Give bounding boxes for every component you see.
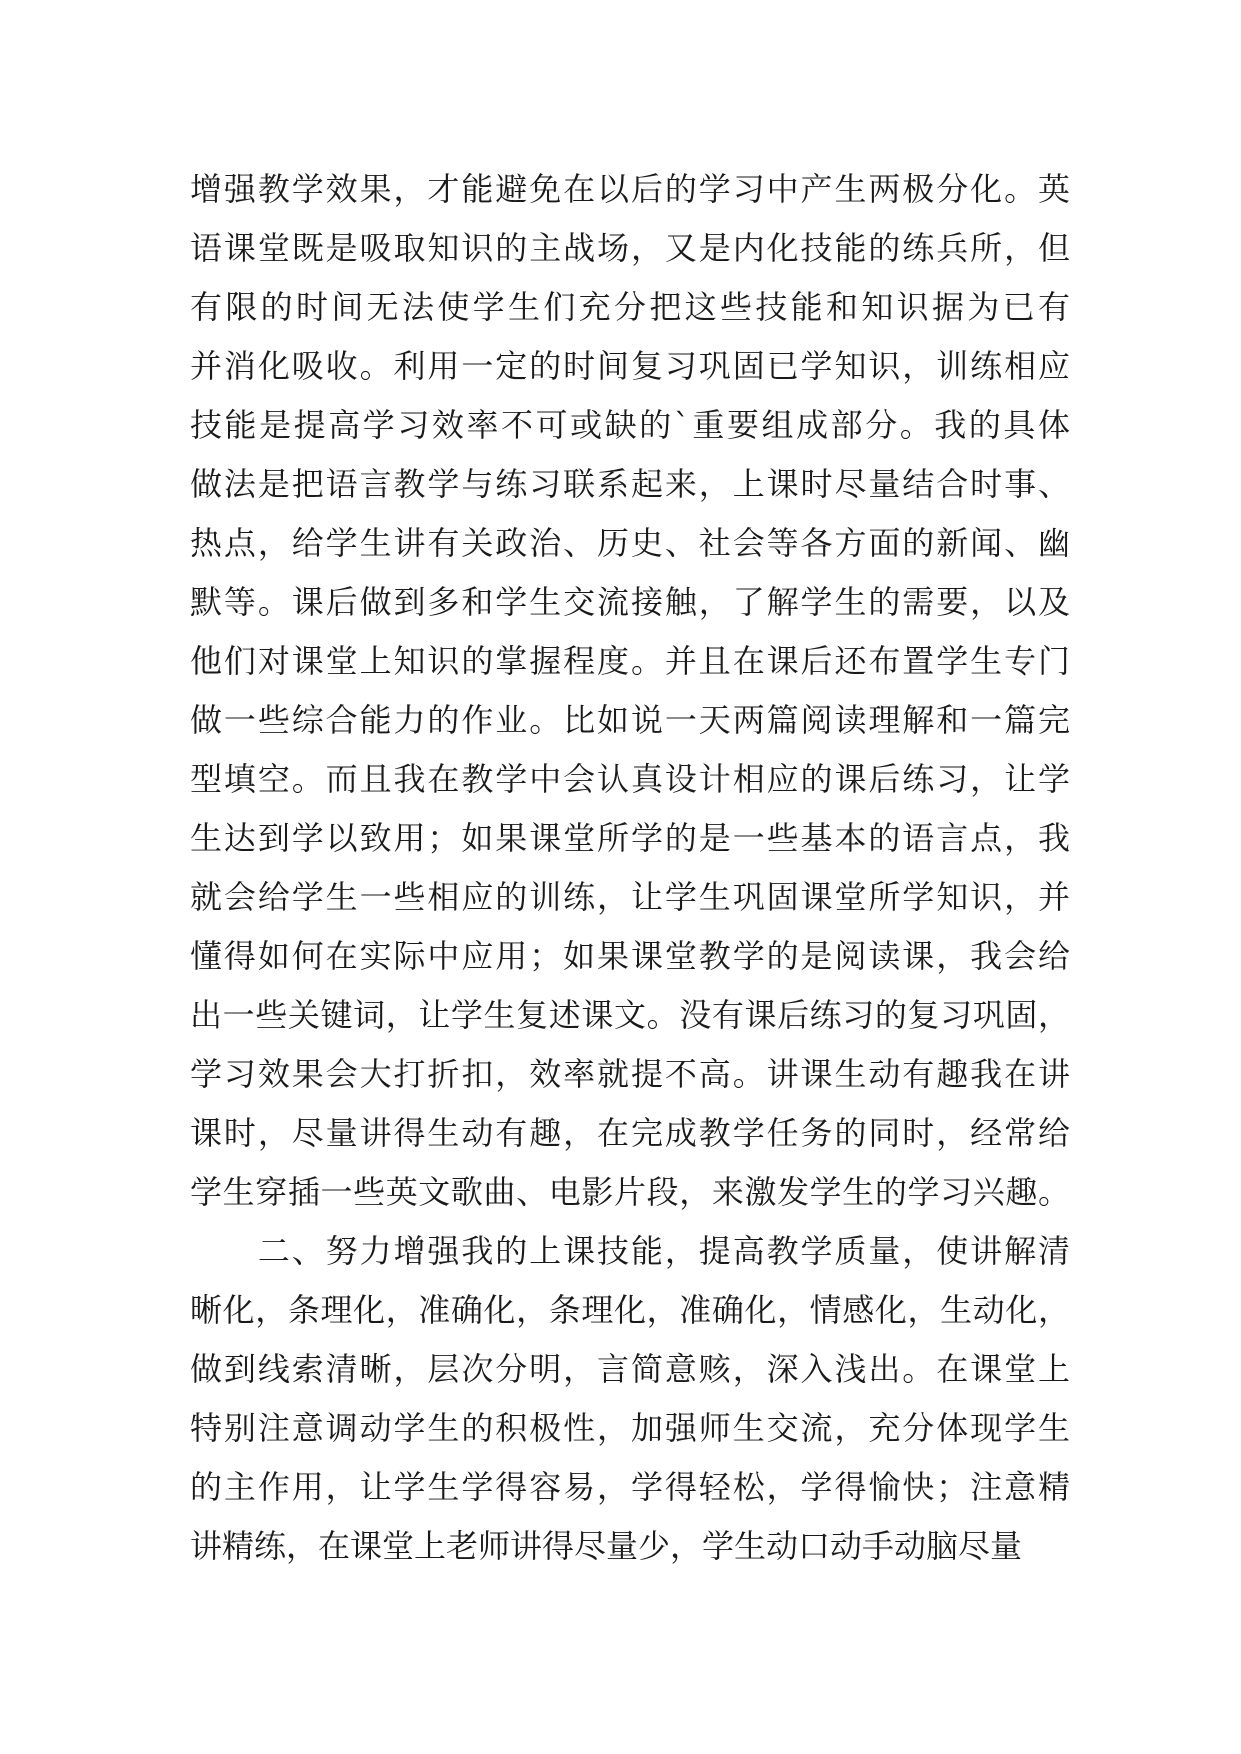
text-line: 学习效果会大打折扣，效率就提不高。讲课生动有趣我在讲 (190, 1055, 1070, 1093)
text-line: 他们对课堂上知识的掌握程度。并且在课后还布置学生专门 (190, 642, 1070, 680)
text-line: 型填空。而且我在教学中会认真设计相应的课后练习，让学 (190, 760, 1070, 798)
text-line: 做到线索清晰，层次分明，言简意赅，深入浅出。在课堂上 (190, 1350, 1070, 1388)
text-line: 学生穿插一些英文歌曲、电影片段，来激发学生的学习兴趣。 (190, 1173, 1070, 1211)
text-line: 默等。课后做到多和学生交流接触，了解学生的需要，以及 (190, 583, 1070, 621)
text-line: 技能是提高学习效率不可或缺的`重要组成部分。我的具体 (190, 406, 1070, 444)
text-line: 热点，给学生讲有关政治、历史、社会等各方面的新闻、幽 (190, 524, 1070, 562)
text-line: 的主作用，让学生学得容易，学得轻松，学得愉快；注意精 (190, 1468, 1070, 1506)
body-text (190, 160, 1070, 1576)
text-line: 出一些关键词，让学生复述课文。没有课后练习的复习巩固， (190, 996, 1070, 1034)
text-line: 就会给学生一些相应的训练，让学生巩固课堂所学知识，并 (190, 878, 1070, 916)
text-line: 有限的时间无法使学生们充分把这些技能和知识据为已有 (190, 288, 1070, 326)
text-line: 讲精练，在课堂上老师讲得尽量少，学生动口动手动脑尽量 (190, 1527, 1023, 1565)
text-line: 并消化吸收。利用一定的时间复习巩固已学知识，训练相应 (190, 347, 1070, 385)
text-line: 晰化，条理化，准确化，条理化，准确化，情感化，生动化， (190, 1291, 1070, 1329)
text-line: 特别注意调动学生的积极性，加强师生交流，充分体现学生 (190, 1409, 1070, 1447)
text-line: 课时，尽量讲得生动有趣，在完成教学任务的同时，经常给 (190, 1114, 1070, 1152)
text-line: 二、努力增强我的上课技能，提高教学质量，使讲解清 (190, 1232, 1070, 1270)
text-line: 做法是把语言教学与练习联系起来，上课时尽量结合时事、 (190, 465, 1070, 503)
text-line: 做一些综合能力的作业。比如说一天两篇阅读理解和一篇完 (190, 701, 1070, 739)
text-line: 懂得如何在实际中应用；如果课堂教学的是阅读课，我会给 (190, 937, 1070, 975)
text-line: 增强教学效果，才能避免在以后的学习中产生两极分化。英 (190, 170, 1070, 208)
text-line: 生达到学以致用；如果课堂所学的是一些基本的语言点，我 (190, 819, 1070, 857)
text-line: 语课堂既是吸取知识的主战场，又是内化技能的练兵所，但 (190, 229, 1070, 267)
